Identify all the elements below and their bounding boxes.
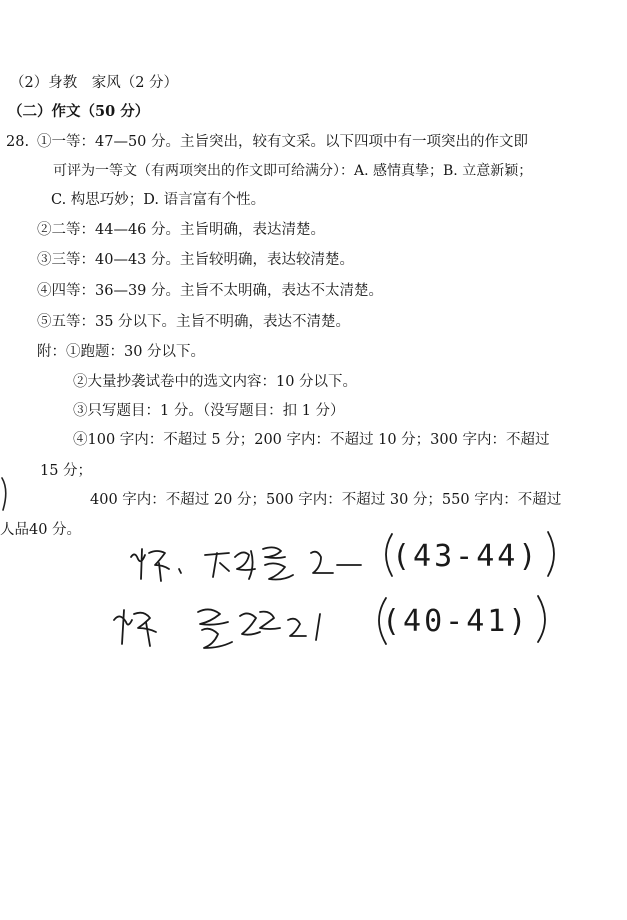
rubric-grade4: ④四等：36—39 分。主旨不太明确，表达不太清楚。 xyxy=(37,283,384,299)
margin-bracket-mark xyxy=(0,476,14,516)
handwritten-score-2: (40-41) xyxy=(382,604,530,639)
rubric-grade1-line2: 可评为一等文（有两项突出的作文即可给满分）：A. 感情真挚；B. 立意新颖； xyxy=(53,163,533,179)
rubric-grade3: ③三等：40—43 分。主旨较明确，表达较清楚。 xyxy=(37,252,355,268)
question-number: 28. xyxy=(6,134,30,150)
rubric-grade1-line1: ①一等：47—50 分。主旨突出，较有文采。以下四项中有一项突出的作文即 xyxy=(37,134,529,150)
rubric-grade2: ②二等：44—46 分。主旨明确，表达清楚。 xyxy=(37,222,326,238)
notes-word-count-line2: 15 分； xyxy=(40,463,93,479)
notes-intro: 附：①跑题：30 分以下。 xyxy=(37,344,206,360)
notes-word-count-line4: 人品40 分。 xyxy=(0,522,82,538)
handwritten-score-1: (43-44) xyxy=(392,539,540,574)
notes-title-only: ③只写题目：1 分。（没写题目：扣 1 分） xyxy=(73,403,345,419)
notes-copying: ②大量抄袭试卷中的选文内容：10 分以下。 xyxy=(73,374,358,390)
notes-word-count-line3: 400 字内：不超过 20 分；500 字内：不超过 30 分；550 字内：不超过 xyxy=(90,492,562,508)
handwritten-comment-2 xyxy=(110,594,350,664)
handwritten-comment-1 xyxy=(125,535,370,590)
rubric-grade1-line3: C. 构思巧妙；D. 语言富有个性。 xyxy=(51,192,266,208)
section-heading-writing: （二）作文（50 分） xyxy=(8,103,150,120)
rubric-grade5: ⑤五等：35 分以下。主旨不明确，表达不清楚。 xyxy=(37,314,351,330)
notes-word-count-line1: ④100 字内：不超过 5 分；200 字内：不超过 10 分；300 字内：不超过 xyxy=(73,432,550,448)
section-heading-2: （2）身教 家风（2 分） xyxy=(10,75,179,91)
